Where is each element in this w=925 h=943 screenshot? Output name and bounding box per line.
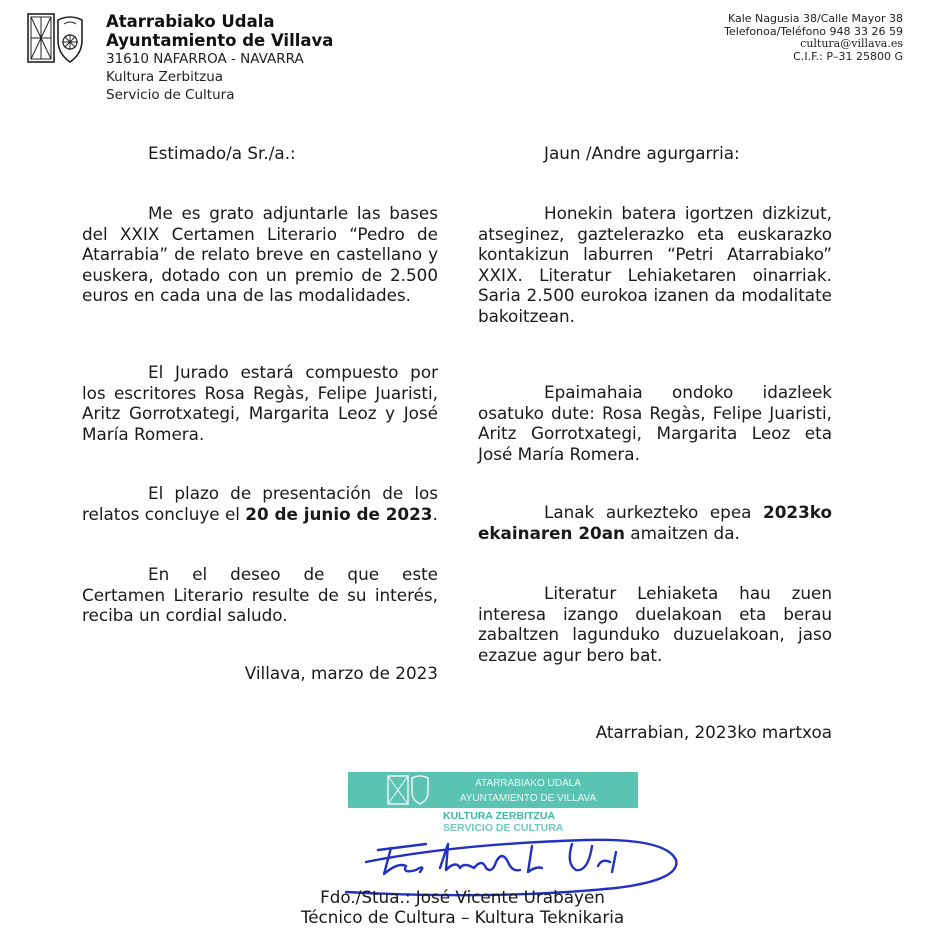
organization-block bbox=[106, 12, 333, 104]
deadline-date-basque: 2023ko ekainaren 20an bbox=[478, 502, 832, 543]
paragraph-deadline-spanish bbox=[82, 483, 438, 524]
paragraph-bases-basque: Honekin batera igortzen dizkizut, atseginez, gaztelerazko eta euskarazko kontakizun laburren “Petri Atarrabiako” XXIX. Literatur Lehiaketaren oinarriak. Saria 2.500 eurokoa izanen da modalitate bakoitzean. bbox=[478, 203, 832, 326]
postal-line: 31610 NAFARROA - NAVARRA bbox=[106, 51, 304, 67]
org-name-spanish: Ayuntamiento de Villava bbox=[106, 31, 334, 50]
stamp-line-4: SERVICIO DE CULTURA bbox=[443, 822, 564, 834]
contact-block bbox=[724, 13, 903, 63]
stamp-line-1: ATARRABIAKO UDALA bbox=[475, 778, 581, 789]
paragraph-jury-spanish: El Jurado estará compuesto por los escritores Rosa Regàs, Felipe Juaristi, Aritz Gorrotxategi, Margarita Leoz y José María Romera. bbox=[82, 362, 438, 444]
paragraph-closing-basque: Literatur Lehiaketa hau zuen interesa izango duelakoan eta berau zabaltzen lagunduko duzuelakoan, jaso ezazue agur bero bat. bbox=[478, 583, 832, 665]
signatory-title: Técnico de Cultura – Kultura Teknikaria bbox=[300, 907, 625, 927]
stamp-line-2: AYUNTAMIENTO DE VILLAVA bbox=[459, 793, 597, 804]
coat-of-arms-logo bbox=[26, 12, 90, 66]
greeting-spanish: Estimado/a Sr./a.: bbox=[148, 143, 296, 163]
deadline-text-post: . bbox=[432, 503, 438, 524]
stamp-line-3: KULTURA ZERBITZUA bbox=[443, 810, 555, 822]
address-line: Kale Nagusia 38/Calle Mayor 38 bbox=[727, 12, 903, 25]
signatory-name: Fdo./Stua.: José Vicente Urabayen bbox=[320, 887, 605, 907]
date-spanish: Villava, marzo de 2023 bbox=[244, 663, 438, 683]
deadline-date-spanish: 20 de junio de 2023 bbox=[245, 503, 433, 524]
phone-line: Telefonoa/Teléfono 948 33 26 59 bbox=[724, 24, 903, 38]
deadline-text-pre-basque: Lanak aurkezteko epea bbox=[544, 502, 764, 522]
deadline-text-post-basque: amaitzen da. bbox=[624, 522, 740, 543]
date-basque: Atarrabian, 2023ko martxoa bbox=[595, 722, 832, 742]
service-spanish: Servicio de Cultura bbox=[106, 87, 235, 103]
paragraph-bases-spanish: Me es grato adjuntarle las bases del XXIX Certamen Literario “Pedro de Atarrabia” de relato breve en castellano y euskera, dotado con un premio de 2.500 euros en cada una de las modalidades. bbox=[82, 203, 438, 305]
paragraph-deadline-basque bbox=[478, 502, 832, 543]
greeting-basque: Jaun /Andre agurgarria: bbox=[544, 143, 740, 163]
paragraph-jury-basque: Epaimahaia ondoko idazleek osatuko dute: Rosa Regàs, Felipe Juaristi, Aritz Gorrotxategi, Margarita Leoz eta José María Romera. bbox=[478, 382, 832, 464]
service-basque: Kultura Zerbitzua bbox=[106, 69, 224, 85]
signature-block bbox=[0, 887, 925, 927]
paragraph-closing-spanish: En el deseo de que este Certamen Literario resulte de su interés, reciba un cordial saludo. bbox=[82, 564, 438, 625]
email-line: cultura@villava.es bbox=[800, 37, 903, 50]
org-name-basque: Atarrabiako Udala bbox=[106, 12, 275, 31]
cif-line: C.I.F.: P–31 25800 G bbox=[793, 49, 903, 63]
deadline-text-pre: El plazo de presentación de los relatos concluye el bbox=[82, 483, 438, 524]
